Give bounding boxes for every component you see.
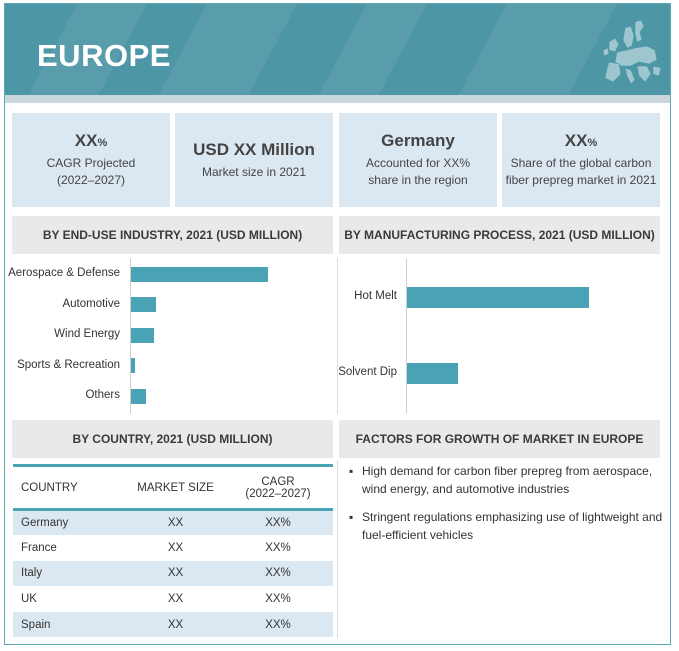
kpi-global-share	[502, 113, 660, 207]
market-size-cell: XX	[167, 541, 184, 554]
market-size-cell: XX	[128, 612, 223, 638]
market-size-cell: XX	[128, 561, 223, 587]
europe-map-icon	[595, 16, 665, 96]
country-header: BY COUNTRY, 2021 (USD MILLION)	[12, 420, 333, 458]
country-cell: UK	[21, 593, 37, 606]
region-title: EUROPE	[37, 38, 171, 73]
bar	[131, 328, 154, 343]
kpi-cagr-value: XX%	[74, 131, 108, 150]
category-label: Sports & Recreation	[17, 358, 120, 371]
axis-line	[406, 258, 407, 414]
country-cell: Germany	[13, 510, 128, 536]
banner-bottom-band	[5, 95, 670, 103]
market-size-column-header: MARKET SIZE	[128, 466, 223, 510]
cagr-column-header: CAGR (2022–2027)	[223, 466, 333, 510]
category-label: Hot Melt	[354, 290, 397, 302]
kpi-global-share-value: XX%	[564, 131, 598, 150]
kpi-market-size-caption: Market size in 2021	[201, 164, 307, 179]
table-row	[13, 612, 333, 638]
country-table-header	[13, 466, 333, 510]
category-label: Aerospace & Defense	[8, 267, 120, 279]
table-row	[13, 586, 333, 612]
market-size-cell: XX	[167, 593, 184, 606]
country-column-header: COUNTRY	[13, 466, 128, 510]
factor-item: ▪ Stringent regulations emphasizing use of lightweight and fuel-efficient vehicles	[349, 510, 663, 542]
chart-divider	[337, 258, 338, 414]
cagr-cell: XX%	[265, 541, 291, 554]
kpi-cagr-caption: CAGR Projected (2022–2027)	[46, 156, 136, 187]
table-row	[13, 510, 333, 536]
category-label: Wind Energy	[54, 328, 120, 340]
cagr-cell: XX%	[223, 612, 333, 638]
category-label: Solvent Dip	[338, 366, 397, 378]
manufacturing-header: BY MANUFACTURING PROCESS, 2021 (USD MILLION)	[339, 216, 660, 254]
kpi-market-size-value: USD XX Million	[193, 139, 315, 159]
factor-item: ▪ High demand for carbon fiber prepreg from aerospace, wind energy, and automotive industries	[349, 464, 653, 496]
market-size-cell: XX	[128, 510, 223, 536]
bar	[131, 267, 268, 282]
bar	[407, 287, 589, 308]
cagr-cell: XX%	[265, 593, 291, 606]
end-use-header: BY END-USE INDUSTRY, 2021 (USD MILLION)	[12, 216, 333, 254]
kpi-leading-country	[339, 113, 497, 207]
bar	[131, 358, 135, 373]
bullet-icon: ▪	[349, 464, 354, 478]
country-cell: France	[21, 541, 57, 554]
cagr-cell: XX%	[223, 561, 333, 587]
cagr-cell: XX%	[223, 510, 333, 536]
bar	[407, 363, 458, 384]
factors-list	[345, 462, 665, 554]
banner	[5, 4, 670, 103]
kpi-cagr	[12, 113, 170, 207]
kpi-leading-country-value: Germany	[381, 131, 455, 150]
kpi-market-size	[175, 113, 333, 207]
bullet-icon: ▪	[349, 510, 354, 524]
country-cell: Spain	[13, 612, 128, 638]
country-table	[13, 464, 333, 637]
factors-header: FACTORS FOR GROWTH OF MARKET IN EUROPE	[339, 420, 660, 458]
kpi-global-share-caption: Share of the global carbon fiber prepreg market in 2021	[505, 156, 657, 187]
bar	[131, 389, 146, 404]
table-row	[13, 535, 333, 561]
table-row	[13, 561, 333, 587]
bottom-divider	[337, 460, 338, 638]
country-cell: Italy	[13, 561, 128, 587]
kpi-leading-country-caption: Accounted for XX% share in the region	[365, 156, 471, 187]
category-label: Automotive	[62, 297, 120, 310]
bar	[131, 297, 156, 312]
category-label: Others	[85, 389, 120, 401]
